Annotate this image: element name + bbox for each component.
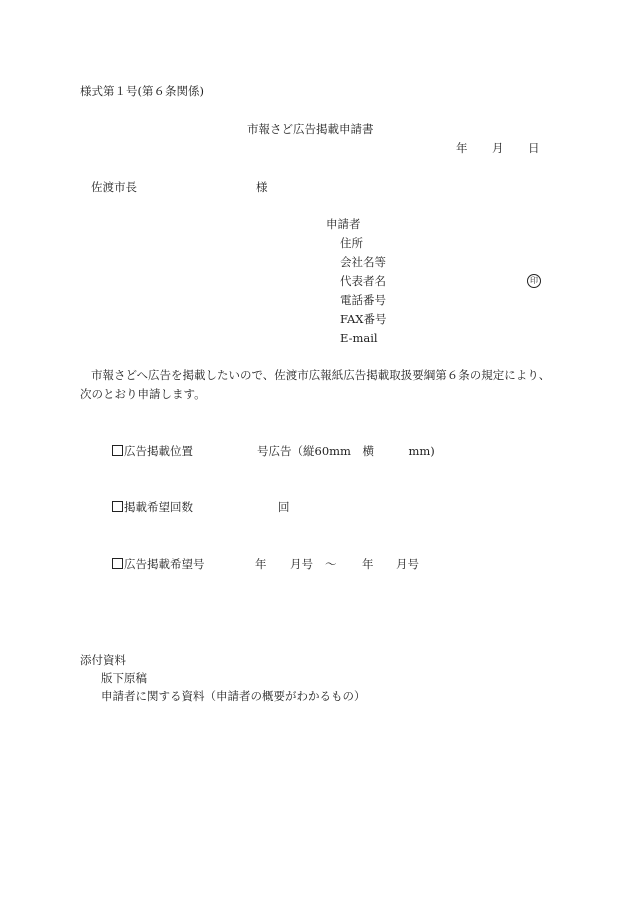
issue-from-year: 年 [255,557,267,571]
issue-from-month: 月号 [290,557,313,571]
application-statement: 市報さどへ広告を掲載したいので、佐渡市広報紙広告掲載取扱要綱第６条の規定により、次のとおり申請します。 [80,368,551,401]
applicant-address-label: 住所 [340,236,363,250]
date-day-label: 日 [528,141,540,155]
date-month-label: 月 [492,141,504,155]
insertion-count-checkbox[interactable] [112,501,123,512]
issue-range-tilde: ～ [325,557,337,571]
ad-position-size-spec: 号広告（縦60mm 横 mm) [257,444,435,458]
desired-issue-label: 広告掲載希望号 [124,557,205,571]
applicant-company-label: 会社名等 [340,255,386,269]
applicant-heading: 申請者 [326,217,361,231]
ad-position-checkbox[interactable] [112,445,123,456]
attachment-item: 版下原稿 [101,671,147,685]
applicant-fax-label: FAX番号 [340,312,387,326]
attachment-item: 申請者に関する資料（申請者の概要がわかるもの） [101,689,366,703]
issue-to-month: 月号 [396,557,419,571]
form-number: 様式第１号(第６条関係) [80,84,204,98]
insertion-count-unit: 回 [278,500,290,514]
item-ad-position [112,444,193,458]
ad-position-label: 広告掲載位置 [124,444,193,458]
document-title: 市報さど広告掲載申請書 [247,122,374,136]
recipient-name: 佐渡市長 [91,180,137,194]
recipient-honorific: 様 [256,180,268,194]
attachments-heading: 添付資料 [80,653,126,667]
applicant-phone-label: 電話番号 [340,293,386,307]
applicant-representative-label: 代表者名 [340,274,386,288]
insertion-count-label: 掲載希望回数 [124,500,193,514]
item-insertion-count [112,500,193,514]
item-desired-issue [112,557,205,571]
seal-mark-icon: 印 [527,274,541,288]
issue-to-year: 年 [362,557,374,571]
date-year-label: 年 [456,141,468,155]
desired-issue-checkbox[interactable] [112,558,123,569]
applicant-email-label: E-mail [340,331,378,345]
